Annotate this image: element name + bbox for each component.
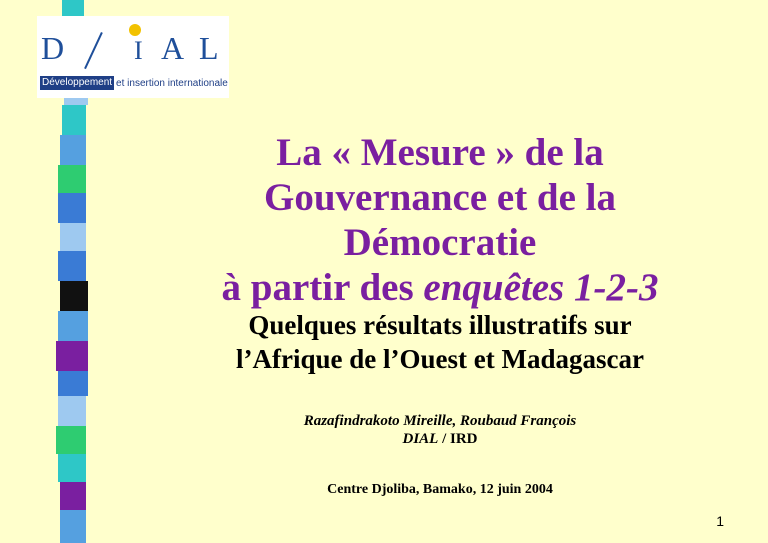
color-bar-segment: [58, 371, 88, 396]
logo-tagline: [40, 76, 228, 90]
dial-logo: [37, 16, 229, 98]
author-names: Razafindrakoto Mireille, Roubaud François: [303, 413, 577, 429]
color-bar-segment: [58, 193, 86, 223]
title-line-1: La « Mesure » de la: [276, 131, 604, 174]
logo-letter-l: L: [199, 30, 221, 66]
title-line-4: [150, 265, 730, 310]
color-bar-segment: [56, 341, 88, 371]
slide-subtitle: [150, 308, 730, 376]
title-line-4-italic: enquêtes 1-2-3: [423, 266, 659, 309]
color-bar-segment: [60, 510, 86, 543]
color-bar-segment: [62, 105, 86, 135]
authors-block: [150, 412, 730, 448]
author-org-rest: / IRD: [438, 431, 478, 447]
title-line-4-prefix: à partir des: [221, 266, 424, 309]
logo-tag-dark: Développement: [42, 77, 113, 88]
logo-tag-light: et insertion internationale: [116, 77, 228, 89]
venue-date: Centre Djoliba, Bamako, 12 juin 2004: [327, 482, 553, 497]
page-number: 1: [716, 513, 724, 529]
color-bar-segment: [60, 135, 86, 165]
author-org-italic: DIAL: [402, 431, 439, 447]
logo-letter-i: I: [134, 36, 145, 65]
subtitle-line-2: l’Afrique de l’Ouest et Madagascar: [236, 344, 644, 374]
slide-title: [150, 130, 730, 310]
color-bar-segment: [58, 396, 86, 426]
author-org: [150, 430, 730, 448]
color-bar-segment: [58, 311, 88, 341]
logo-letter-a: A: [161, 30, 187, 66]
color-bar-segment: [56, 426, 86, 454]
logo-dot: [129, 24, 141, 36]
subtitle-line-1: Quelques résultats illustratifs sur: [248, 310, 632, 340]
color-bar-segment: [58, 165, 86, 193]
color-bar-segment: [60, 482, 86, 510]
title-line-3: Démocratie: [343, 221, 537, 264]
title-line-2: Gouvernance et de la: [263, 176, 617, 219]
logo-letter-d: D: [41, 30, 67, 66]
color-bar-segment: [58, 454, 86, 482]
color-bar-segment: [60, 223, 86, 251]
logo-letters: [39, 30, 227, 70]
color-bar-segment: [60, 281, 88, 311]
color-bar-segment: [58, 251, 86, 281]
